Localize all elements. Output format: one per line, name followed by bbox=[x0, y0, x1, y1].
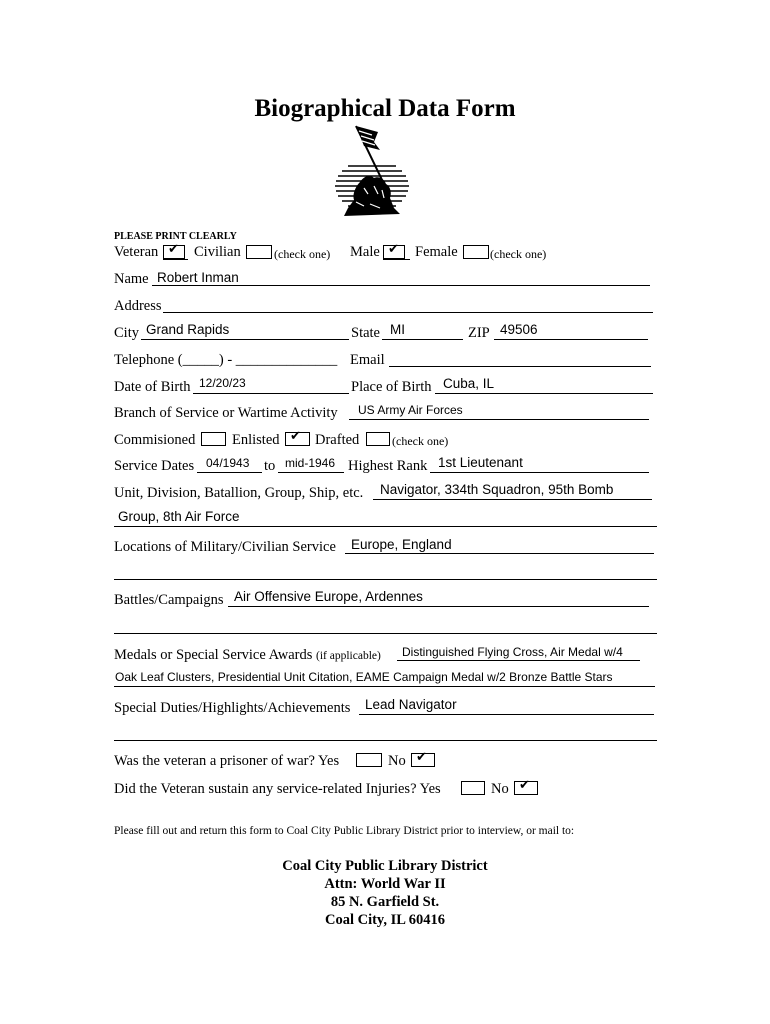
injuries-no-label: No bbox=[491, 781, 509, 797]
locations-field[interactable]: Europe, England bbox=[351, 537, 452, 552]
male-checkbox[interactable] bbox=[383, 242, 405, 259]
mailing-line-4: Coal City, IL 60416 bbox=[324, 912, 446, 928]
commisioned-label: Commisioned bbox=[114, 432, 196, 448]
check-one-note-2: (check one) bbox=[490, 247, 547, 261]
injuries-no-checkbox[interactable] bbox=[514, 778, 538, 795]
drafted-label: Drafted bbox=[315, 432, 360, 448]
male-check-mark: ✔ bbox=[388, 242, 399, 257]
telephone-label: Telephone (_____) - ______________ bbox=[114, 352, 338, 368]
service-start-field[interactable]: 04/1943 bbox=[206, 456, 250, 470]
branch-field[interactable]: US Army Air Forces bbox=[358, 403, 463, 417]
unit-label: Unit, Division, Batallion, Group, Ship, etc. bbox=[114, 485, 364, 501]
name-label: Name bbox=[114, 271, 149, 287]
injuries-label: Did the Veteran sustain any service-related Injuries? Yes bbox=[114, 781, 441, 797]
enlisted-checkbox[interactable] bbox=[285, 429, 310, 446]
mailing-line-3: 85 N. Garfield St. bbox=[330, 894, 440, 910]
enlisted-label: Enlisted bbox=[232, 432, 280, 448]
pob-label: Place of Birth bbox=[351, 379, 432, 395]
state-field[interactable]: MI bbox=[390, 322, 405, 337]
female-label: Female bbox=[415, 244, 458, 260]
rank-label: Highest Rank bbox=[348, 458, 428, 474]
veteran-checkbox[interactable] bbox=[163, 242, 185, 259]
medals-label-note: (if applicable) bbox=[316, 650, 381, 662]
name-field[interactable]: Robert Inman bbox=[157, 270, 239, 285]
email-label: Email bbox=[350, 352, 385, 368]
return-instructions: Please fill out and return this form to Coal City Public Library District prior to interview, or mail to: bbox=[114, 825, 575, 837]
commisioned-checkbox[interactable] bbox=[201, 432, 226, 446]
locations-extra-line[interactable] bbox=[114, 579, 657, 580]
female-checkbox[interactable] bbox=[463, 245, 489, 259]
dob-field[interactable]: 12/20/23 bbox=[199, 376, 246, 390]
duties-label: Special Duties/Highlights/Achievements bbox=[114, 700, 351, 716]
civilian-label: Civilian bbox=[194, 244, 241, 260]
enlisted-check-mark: ✔ bbox=[290, 429, 301, 444]
service-end-field[interactable]: mid-1946 bbox=[285, 456, 336, 470]
medals-field[interactable]: Distinguished Flying Cross, Air Medal w/4 bbox=[402, 645, 623, 659]
unit-field[interactable]: Navigator, 334th Squadron, 95th Bomb bbox=[380, 482, 614, 497]
duties-extra-line[interactable] bbox=[114, 740, 657, 741]
check-one-note-3: (check one) bbox=[392, 434, 449, 448]
drafted-checkbox[interactable] bbox=[366, 432, 390, 446]
injuries-yes-checkbox[interactable] bbox=[461, 781, 485, 795]
dob-label: Date of Birth bbox=[114, 379, 191, 395]
veteran-label: Veteran bbox=[114, 244, 159, 260]
unit-field-line-2[interactable]: Group, 8th Air Force bbox=[118, 509, 240, 524]
mailing-line-1: Coal City Public Library District bbox=[282, 858, 488, 874]
state-label: State bbox=[351, 325, 380, 341]
locations-label: Locations of Military/Civilian Service bbox=[114, 539, 336, 555]
civilian-checkbox[interactable] bbox=[246, 245, 272, 259]
male-label: Male bbox=[350, 244, 380, 260]
check-one-note-1: (check one) bbox=[274, 247, 331, 261]
service-dates-label: Service Dates bbox=[114, 458, 195, 474]
pob-field[interactable]: Cuba, IL bbox=[443, 376, 495, 391]
address-field[interactable] bbox=[163, 312, 653, 313]
zip-field[interactable]: 49506 bbox=[500, 322, 538, 337]
rank-field[interactable]: 1st Lieutenant bbox=[438, 455, 523, 470]
zip-label: ZIP bbox=[468, 325, 490, 341]
form-title: Biographical Data Form bbox=[254, 95, 516, 122]
duties-field[interactable]: Lead Navigator bbox=[365, 697, 457, 712]
mailing-line-2: Attn: World War II bbox=[324, 876, 446, 892]
city-label: City bbox=[114, 325, 139, 341]
pow-label: Was the veteran a prisoner of war? Yes bbox=[114, 753, 340, 769]
veteran-check-mark: ✔ bbox=[168, 242, 179, 257]
print-clearly-note: PLEASE PRINT CLEARLY bbox=[114, 231, 237, 242]
address-label: Address bbox=[114, 298, 162, 314]
medals-label-text: Medals or Special Service Awards bbox=[114, 647, 313, 663]
battles-label: Battles/Campaigns bbox=[114, 592, 224, 608]
medals-label bbox=[114, 647, 381, 664]
battles-extra-line[interactable] bbox=[114, 633, 657, 634]
city-field[interactable]: Grand Rapids bbox=[146, 322, 230, 337]
branch-label: Branch of Service or Wartime Activity bbox=[114, 405, 338, 421]
pow-no-label: No bbox=[388, 753, 406, 769]
medals-field-line-2[interactable]: Oak Leaf Clusters, Presidential Unit Citation, EAME Campaign Medal w/2 Bronze Battle Stars bbox=[115, 670, 613, 684]
injuries-no-check-mark: ✔ bbox=[519, 778, 530, 793]
battles-field[interactable]: Air Offensive Europe, Ardennes bbox=[234, 589, 423, 604]
flag-raising-memorial-icon bbox=[334, 122, 410, 220]
email-field[interactable] bbox=[389, 366, 651, 367]
service-to-label: to bbox=[264, 458, 276, 474]
pow-yes-checkbox[interactable] bbox=[356, 753, 382, 767]
pow-no-checkbox[interactable] bbox=[411, 750, 435, 767]
pow-no-check-mark: ✔ bbox=[416, 750, 427, 765]
